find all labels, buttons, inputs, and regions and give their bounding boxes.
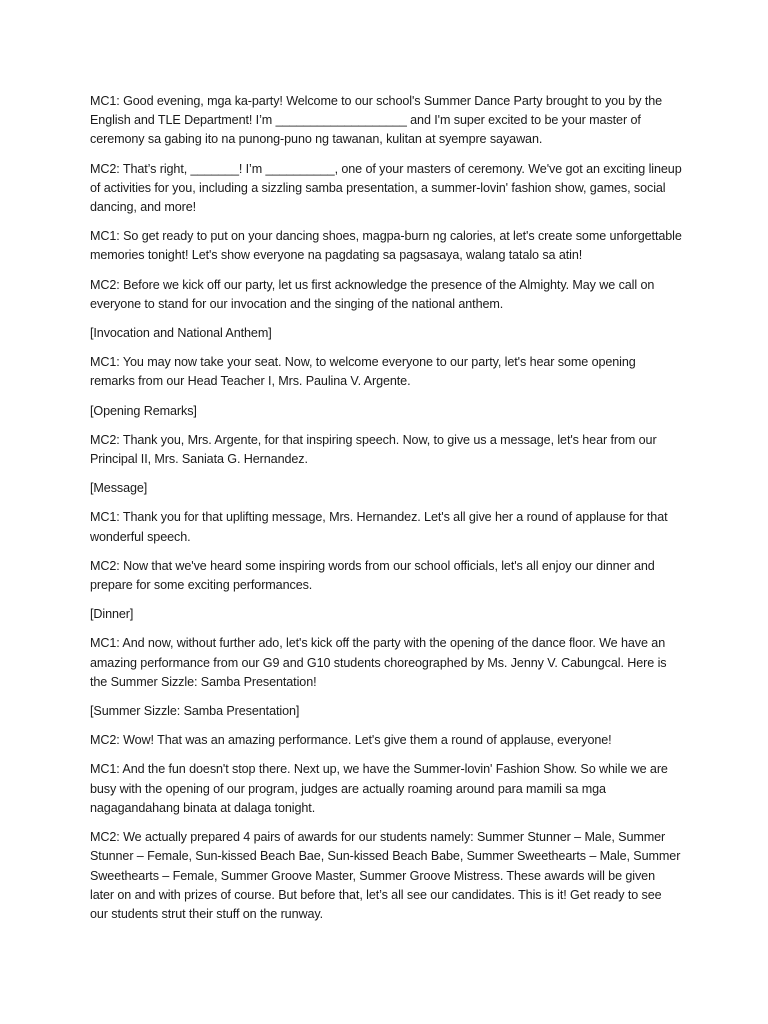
paragraph-mc1-dancing-shoes: MC1: So get ready to put on your dancing shoes, magpa-burn ng calories, at let's create some unforgettable memories tonight! Let's show everyone na pagdating sa pagsasaya, walang tatalo sa atin! bbox=[90, 229, 682, 263]
paragraph-mc1-dance-floor: MC1: And now, without further ado, let's kick off the party with the opening of the dance floor. We have an amazing performance from our G9 and G10 students choreographed by Ms. Jenny V. Cabungcal. Here is the Summer Sizzle: Samba Presentation! bbox=[90, 636, 667, 689]
paragraph-mc2-message-call: MC2: Thank you, Mrs. Argente, for that inspiring speech. Now, to give us a message, let's hear from our Principal II, Mrs. Saniata G. Hernandez. bbox=[90, 432, 657, 467]
stage-direction-dinner: [Dinner] bbox=[90, 607, 134, 622]
paragraph-mc2-dinner: MC2: Now that we've heard some inspiring words from our school officials, let's all enjoy our dinner and prepare for some exciting performances. bbox=[90, 558, 655, 593]
script-body bbox=[90, 92, 682, 934]
paragraph-mc1-fashion-show: MC1: And the fun doesn't stop there. Next up, we have the Summer-lovin' Fashion Show. So while we are busy with the opening of our program, judges are actually roaming around para mamili sa mga nagagandahang binata at dalaga tonight. bbox=[90, 762, 668, 815]
paragraph-mc2-intro: MC2: That’s right, _______! I’m __________, one of your masters of ceremony. We've got an exciting lineup of activities for you, including a sizzling samba presentation, a summer-lovin' fashion show, games, social dancing, and more! bbox=[90, 161, 682, 215]
paragraph-mc1-thanks: MC1: Thank you for that uplifting message, Mrs. Hernandez. Let's all give her a round of applause for that wonderful speech. bbox=[90, 510, 668, 544]
stage-direction-samba: [Summer Sizzle: Samba Presentation] bbox=[90, 704, 300, 719]
stage-direction-opening-remarks: [Opening Remarks] bbox=[90, 403, 197, 418]
stage-direction-invocation: [Invocation and National Anthem] bbox=[90, 326, 272, 341]
paragraph-mc1-opening-remarks-call: MC1: You may now take your seat. Now, to welcome everyone to our party, let's hear some opening remarks from our Head Teacher I, Mrs. Paulina V. Argente. bbox=[90, 355, 636, 389]
paragraph-mc2-applause: MC2: Wow! That was an amazing performance. Let's give them a round of applause, everyone! bbox=[90, 733, 612, 748]
paragraph-mc2-awards: MC2: We actually prepared 4 pairs of awards for our students namely: Summer Stunner – Male, Summer Stunner – Female, Sun-kissed Beach Bae, Sun-kissed Beach Babe, Summer Sweethearts – Male, Summer Sweethearts – Female, Summer Groove Master, Summer Groove Mistress. These awards will be given later on and with prizes of course. But before that, let’s all see our candidates. This is it! Get ready to see our students strut their stuff on the runway. bbox=[90, 830, 681, 921]
paragraph-mc2-invocation-call: MC2: Before we kick off our party, let us first acknowledge the presence of the Almighty. May we call on everyone to stand for our invocation and the singing of the national anthem. bbox=[90, 277, 655, 311]
stage-direction-message: [Message] bbox=[90, 481, 148, 496]
paragraph-mc1-welcome: MC1: Good evening, mga ka-party! Welcome to our school's Summer Dance Party brought to you by the English and TLE Department! I’m ___________________ and I'm super excited to be your master of ceremony sa gabing ito na punong-puno ng tawanan, kulitan at syempre sayawan. bbox=[90, 94, 663, 147]
